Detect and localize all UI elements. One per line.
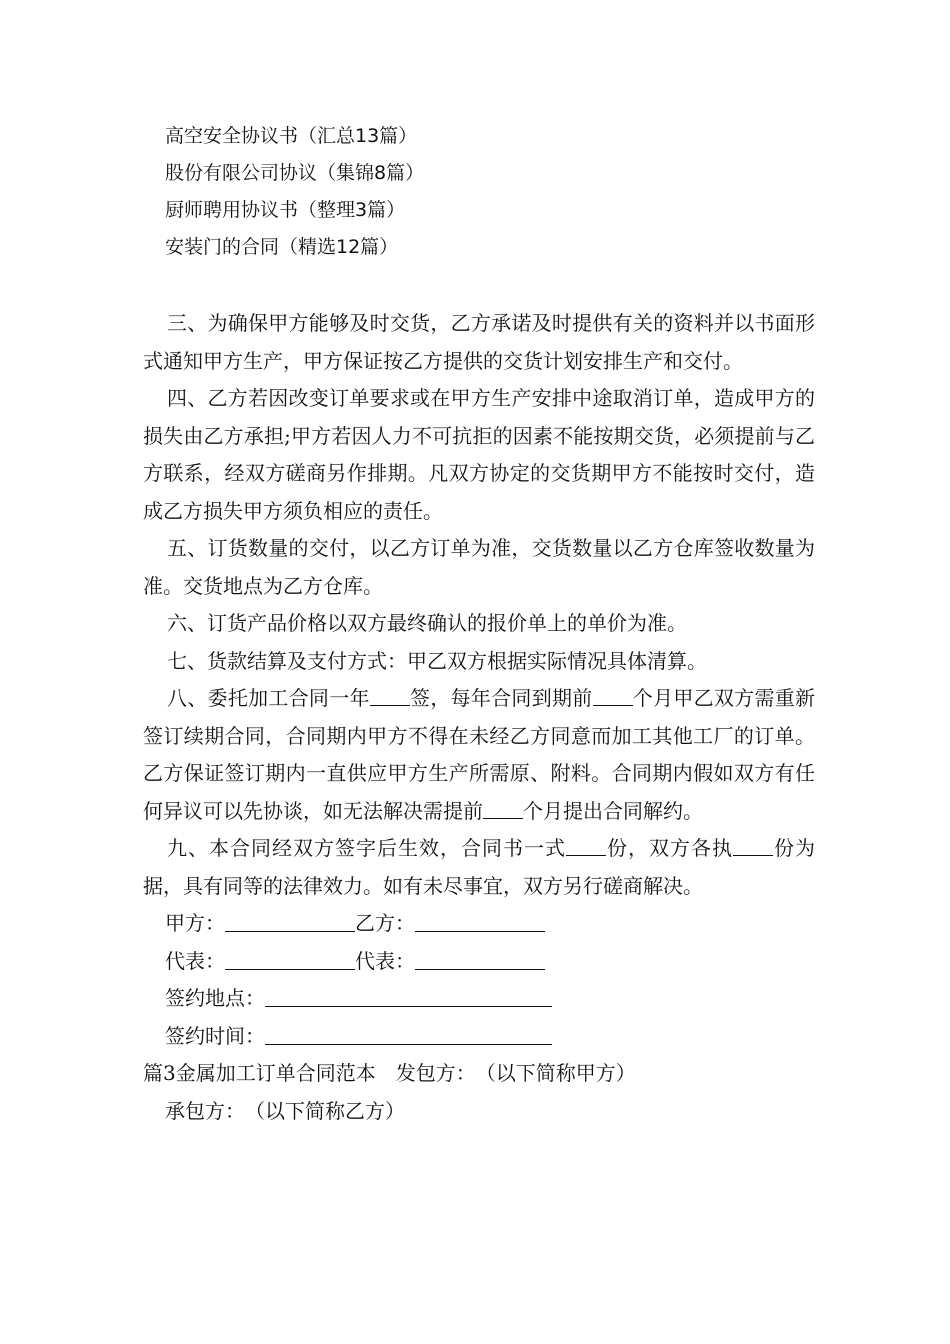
blank-line: [370, 685, 410, 706]
clause-3: 三、为确保甲方能够及时交货，乙方承诺及时提供有关的资料并以书面形式通知甲方生产，甲方保证按乙方提供的交货计划安排生产和交付。: [143, 311, 815, 373]
clause-4: 四、乙方若因改变订单要求或在甲方生产安排中途取消订单，造成甲方的损失由乙方承担;甲方若因人力不可抗拒的因素不能按期交货，必须提前与乙方联系，经双方磋商另作排期。凡双方协定的交货期甲方不能按时交付，造成乙方损失甲方须负相应的责任。: [143, 386, 815, 523]
clause-9-part-b: 份，双方各执: [606, 836, 733, 860]
party-a-blank: [225, 909, 355, 932]
clause-7: 七、货款结算及支付方式：甲乙双方根据实际情况具体清算。: [167, 648, 707, 673]
place-label: 签约地点：: [165, 986, 265, 1010]
signature-place: [143, 980, 815, 1018]
signature-representatives: [143, 943, 815, 981]
clause-8: [143, 680, 815, 830]
party-b-blank: [415, 909, 545, 932]
party-b-label: 乙方：: [355, 911, 415, 935]
clause-8-part-c: 个月甲乙双方需重新签订续期合同，合同期内甲方不得在未经乙方同意而加工其他工厂的订单。乙方保证签订期内一直供应甲方生产所需原、附料。合同期内假如双方有任何异议可以先协谈，如无法解决需提前: [143, 686, 816, 823]
rep-b-label: 代表：: [355, 948, 415, 973]
time-label: 签约时间：: [165, 1023, 265, 1048]
contractor-line: 承包方： （以下简称乙方）: [165, 1098, 405, 1123]
signature-time: [143, 1018, 815, 1056]
blank-line: [733, 835, 773, 856]
rep-b-blank: [415, 947, 545, 970]
clause-5: 五、订货数量的交付，以乙方订单为准，交货数量以乙方仓库签收数量为准。交货地点为乙方仓库。: [143, 536, 815, 598]
clause-8-part-a: 八、委托加工合同一年: [167, 686, 370, 710]
blank-line: [566, 835, 606, 856]
clause-9-part-c: 份为据，具有同等的法律效力。如有未尽事宜，双方另行磋商解决。: [143, 836, 815, 898]
related-link[interactable]: 安装门的合同（精选12篇）: [165, 236, 399, 258]
clause-6: 六、订货产品价格以双方最终确认的报价单上的单价为准。: [167, 611, 687, 635]
signature-parties: [143, 905, 815, 943]
party-a-label: 甲方：: [165, 911, 225, 935]
section-3-heading: 篇3金属加工订单合同范本 发包方： （以下简称甲方）: [143, 1061, 636, 1085]
related-link[interactable]: 厨师聘用协议书（整理3篇）: [165, 199, 406, 221]
clause-9-part-a: 九、本合同经双方签字后生效，合同书一式: [167, 836, 566, 860]
clause-8-part-b: 签，每年合同到期前: [409, 686, 593, 710]
blank-line: [593, 685, 633, 706]
place-blank: [265, 984, 552, 1007]
time-blank: [265, 1022, 552, 1045]
contract-body: [143, 305, 815, 1130]
rep-a-label: 代表：: [165, 948, 225, 973]
related-link[interactable]: 高空安全协议书（汇总13篇）: [165, 125, 418, 147]
clause-8-part-d: 个月提出合同解约。: [523, 798, 703, 823]
clause-9: [143, 830, 815, 905]
blank-line: [483, 798, 523, 819]
related-links: [165, 118, 424, 266]
related-link[interactable]: 股份有限公司协议（集锦8篇）: [165, 162, 425, 184]
rep-a-blank: [225, 947, 355, 970]
